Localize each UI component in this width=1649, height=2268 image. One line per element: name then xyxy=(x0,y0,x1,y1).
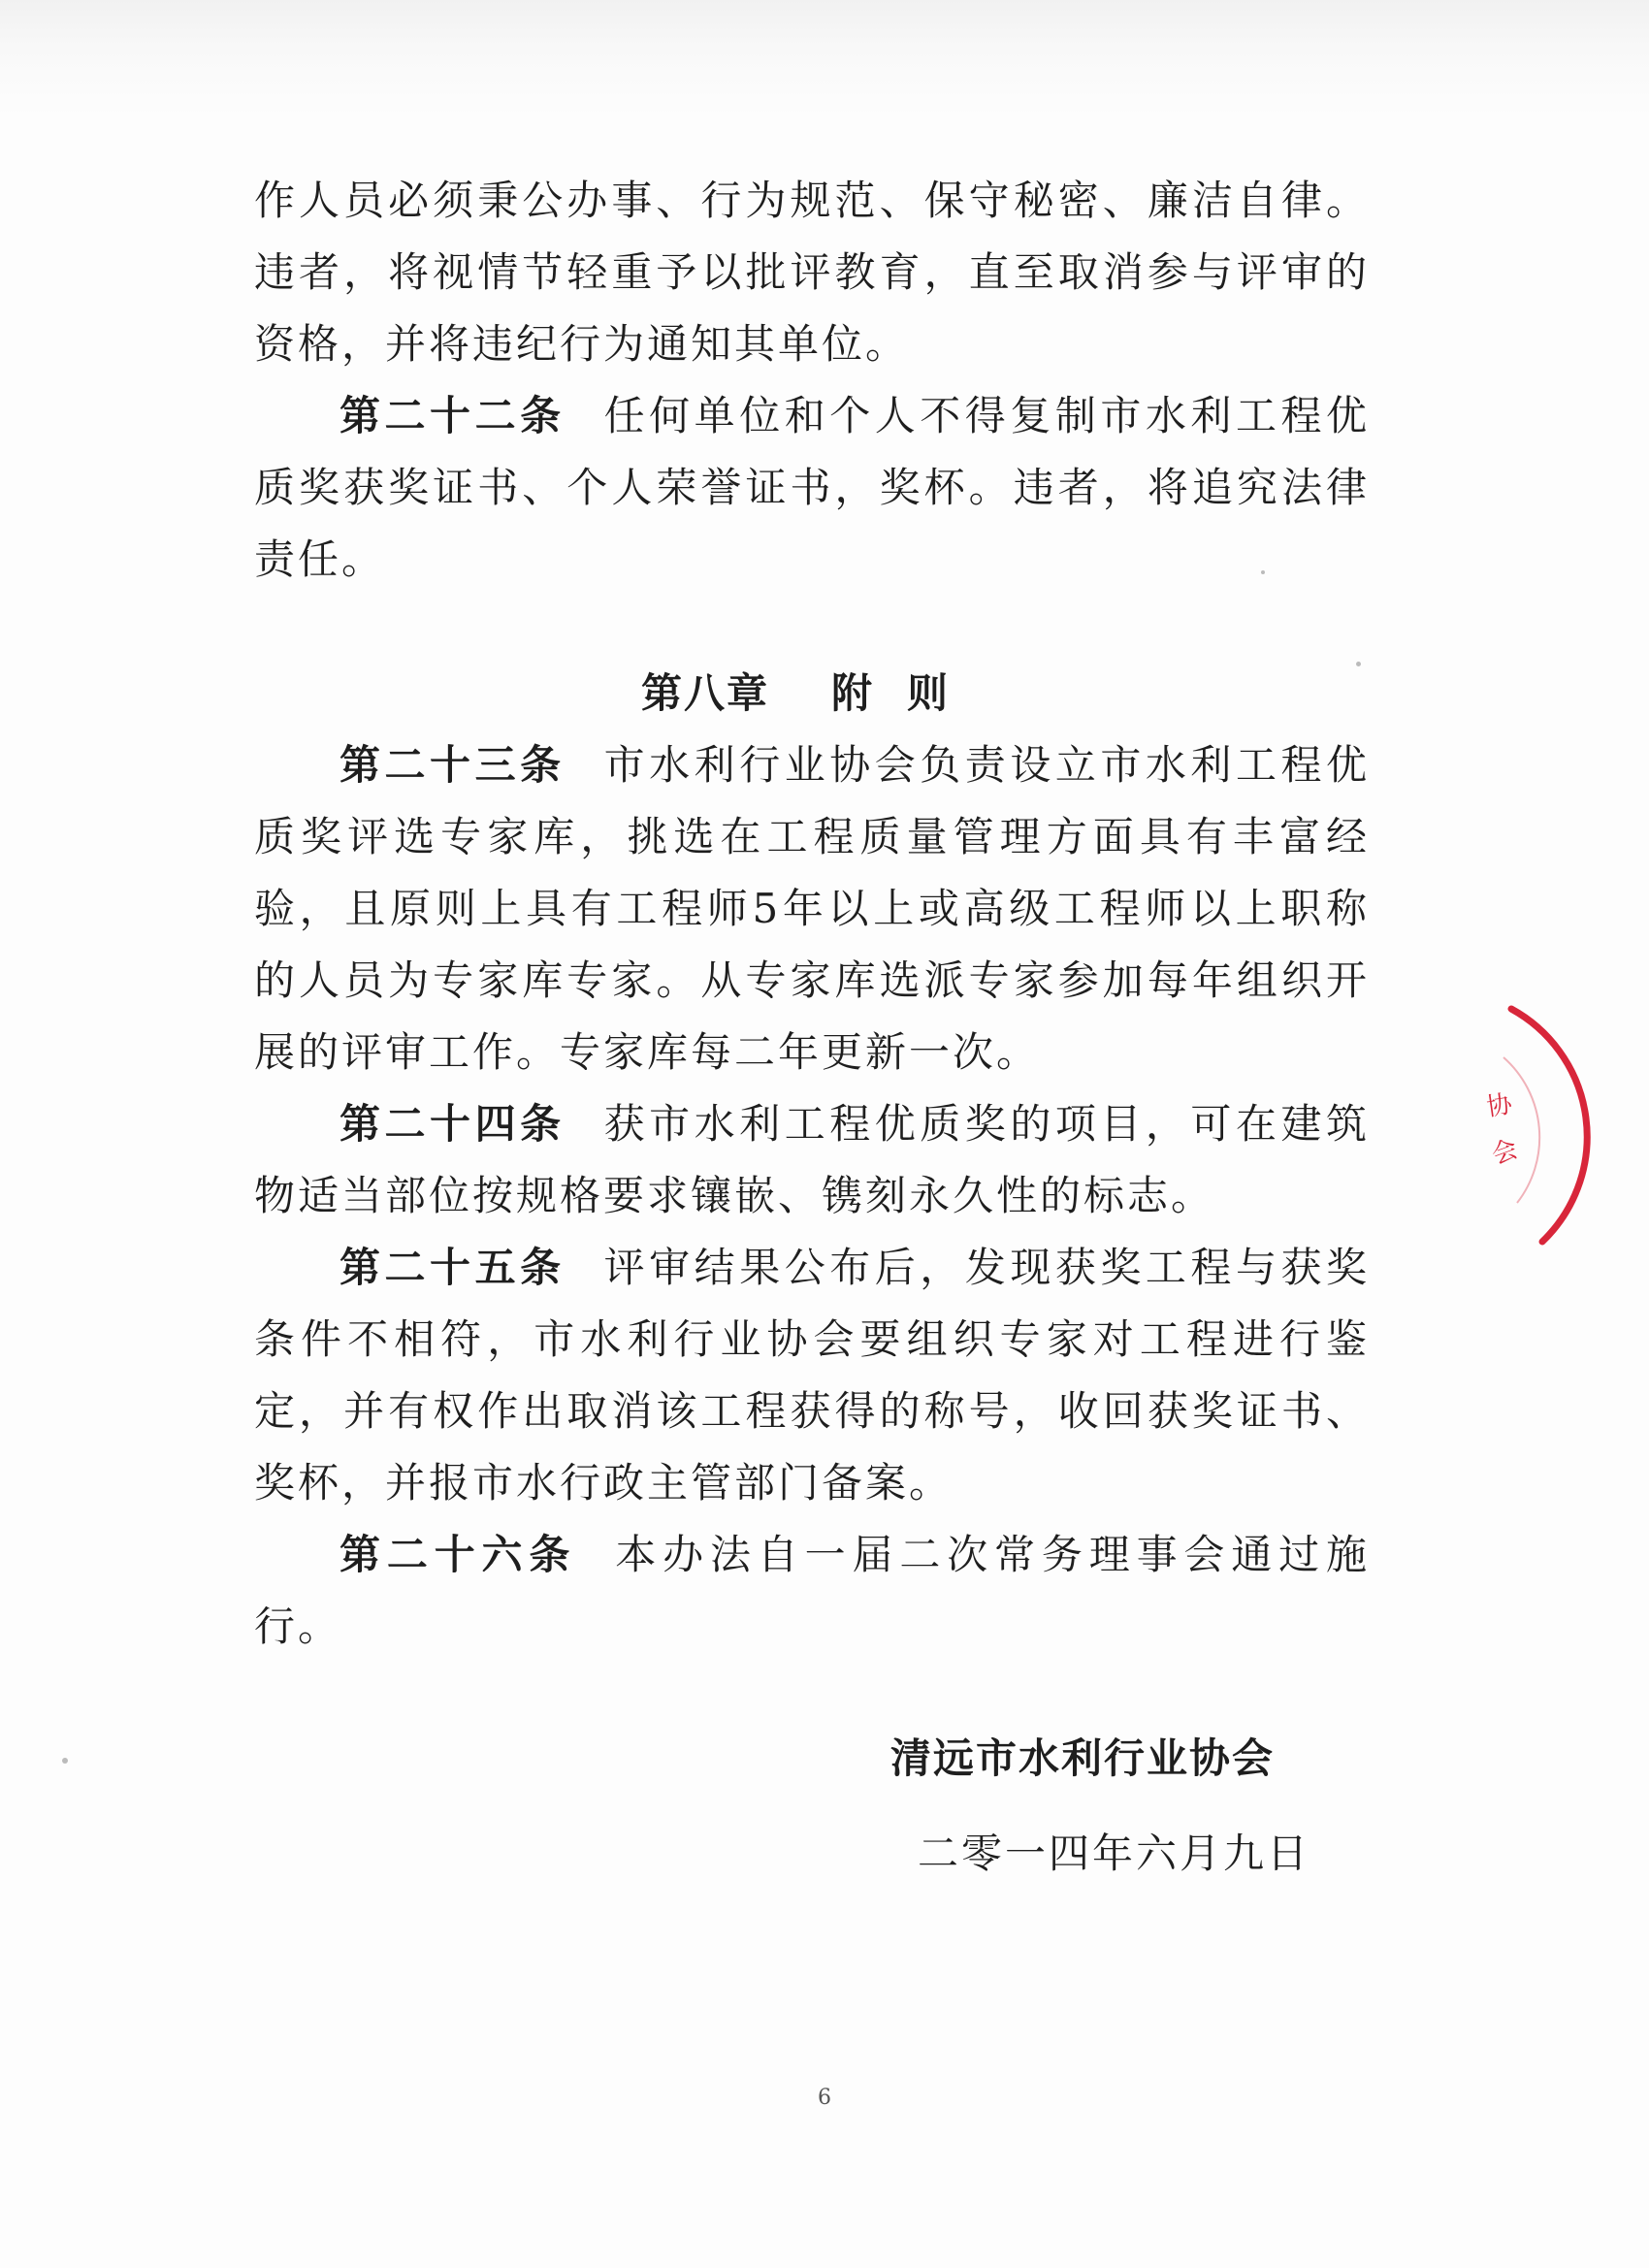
article-number: 第二十六条 xyxy=(340,1531,577,1578)
scan-speck xyxy=(62,1758,68,1764)
seal-char: 会 xyxy=(1488,1134,1522,1171)
article-text: 市水利行业协会负责设立市水利工程优质奖评选专家库，挑选在工程质量管理方面具有丰富经验，且原则上具有工程师5年以上或高级工程师以上职称的人员为专家库专家。从专家库选派专家参加每年组织开展的评审工作。专家库每二年更新一次。 xyxy=(254,741,1370,1076)
signature-organization: 清远市水利行业协会 xyxy=(890,1734,1276,1782)
article-text: 任何单位和个人不得复制市水利工程优质奖获奖证书、个人荣誉证书，奖杯。违者，将追究法律责任。 xyxy=(254,392,1370,583)
scan-speck xyxy=(1356,662,1361,666)
seal-char: 协 xyxy=(1484,1089,1514,1122)
chapter-name: 附则 xyxy=(831,669,984,717)
signature-date: 二零一四年六月九日 xyxy=(918,1830,1311,1877)
article-number: 第二十四条 xyxy=(340,1100,566,1148)
article-24 xyxy=(254,1088,1370,1232)
article-number: 第二十二条 xyxy=(340,392,566,439)
article-text: 获市水利工程优质奖的项目，可在建筑物适当部位按规格要求镶嵌、镌刻永久性的标志。 xyxy=(254,1100,1370,1219)
page-number: 6 xyxy=(818,2086,831,2110)
article-22 xyxy=(254,380,1370,596)
article-text: 本办法自一届二次常务理事会通过施行。 xyxy=(254,1531,1370,1650)
chapter-heading xyxy=(254,658,1370,729)
article-23 xyxy=(254,729,1370,1088)
article-text: 评审结果公布后，发现获奖工程与获奖条件不相符，市水利行业协会要组织专家对工程进行鉴定，并有权作出取消该工程获得的称号，收回获奖证书、奖杯，并报市水行政主管部门备案。 xyxy=(254,1244,1370,1507)
article-25 xyxy=(254,1232,1370,1519)
paragraph-text: 作人员必须秉公办事、行为规范、保守秘密、廉洁自律。违者，将视情节轻重予以批评教育，直至取消参与评审的资格，并将违纪行为通知其单位。 xyxy=(254,177,1370,368)
article-number: 第二十五条 xyxy=(340,1244,566,1291)
scan-speck xyxy=(1261,570,1265,574)
article-number: 第二十三条 xyxy=(340,741,566,789)
scan-shadow xyxy=(0,0,1649,116)
document-body xyxy=(254,165,1370,1663)
article-26 xyxy=(254,1519,1370,1663)
paragraph-continuation xyxy=(254,165,1370,380)
chapter-number: 第八章 xyxy=(640,669,769,717)
official-seal-stamp xyxy=(1484,999,1600,1251)
